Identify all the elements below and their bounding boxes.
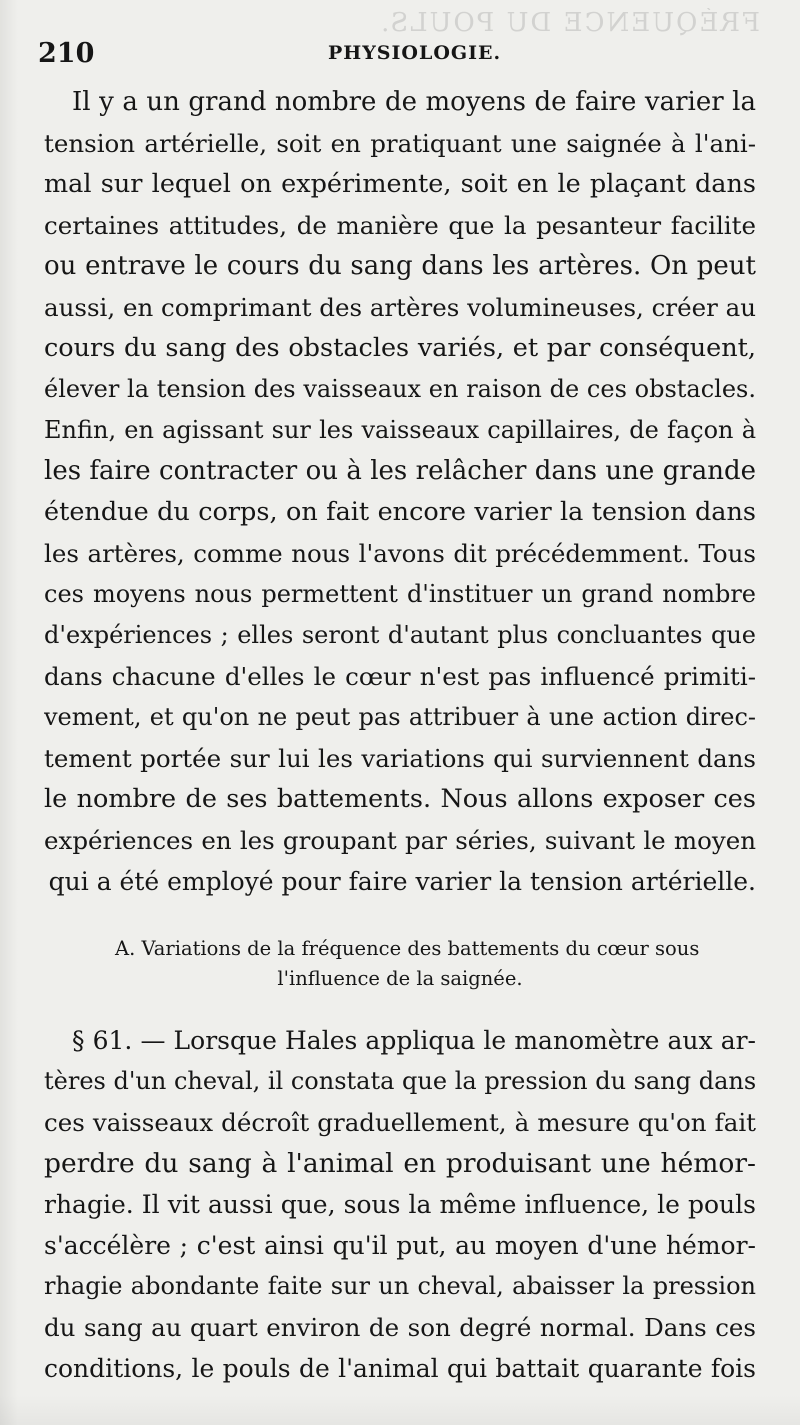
- text-line: rhagie. Il vit aussi que, sous la même influence, le pouls: [44, 1190, 756, 1219]
- bleed-through-text: FRÉQUENCE DU POULS.: [379, 8, 760, 38]
- page-header: [38, 38, 758, 74]
- page-number: 210: [38, 38, 95, 69]
- text-line: expériences en les groupant par séries, suivant le moyen: [44, 826, 756, 855]
- text-line: cours du sang des obstacles variés, et par conséquent,: [44, 333, 756, 363]
- text-line: tères d'un cheval, il constata que la pression du sang dans: [44, 1067, 756, 1095]
- text-line: dans chacune d'elles le cœur n'est pas influencé primiti-: [44, 662, 756, 691]
- text-line: aussi, en comprimant des artères volumineuses, créer au: [44, 293, 756, 322]
- text-line: le nombre de ses battements. Nous allons exposer ces: [44, 784, 756, 814]
- text-line: s'accélère ; c'est ainsi qu'il put, au moyen d'une hémor-: [44, 1231, 756, 1260]
- section-heading: [60, 934, 740, 994]
- text-line: tement portée sur lui les variations qui surviennent dans: [44, 744, 756, 773]
- text-line: perdre du sang à l'animal en produisant une hémor-: [44, 1148, 756, 1179]
- text-line: étendue du corps, on fait encore varier la tension dans: [44, 497, 756, 527]
- text-line: tension artérielle, soit en pratiquant une saignée à l'ani-: [44, 129, 756, 158]
- text-line: d'expériences ; elles seront d'autant plus concluantes que: [44, 621, 756, 649]
- section-heading-line-2: l'influence de la saignée.: [277, 967, 523, 990]
- paragraph-2: [44, 1020, 756, 1389]
- text-line: du sang au quart environ de son degré normal. Dans ces: [44, 1313, 756, 1342]
- text-line: Il y a un grand nombre de moyens de faire varier la: [72, 87, 756, 117]
- text-line: vement, et qu'on ne peut pas attribuer à une action direc-: [44, 703, 756, 731]
- text-line: Enfin, en agissant sur les vaisseaux capillaires, de façon à: [44, 416, 756, 444]
- paragraph-1: [44, 82, 756, 902]
- section-heading-line-1: A. Variations de la fréquence des battements du cœur sous: [115, 937, 700, 960]
- text-line: conditions, le pouls de l'animal qui battait quarante fois: [44, 1354, 756, 1383]
- text-line: les faire contracter ou à les relâcher dans une grande: [44, 456, 756, 486]
- text-line: qui a été employé pour faire varier la tension artérielle.: [48, 867, 756, 896]
- text-line: § 61. — Lorsque Hales appliqua le manomètre aux ar-: [72, 1026, 756, 1055]
- text-line: ces moyens nous permettent d'instituer un grand nombre: [44, 580, 756, 608]
- text-line: certaines attitudes, de manière que la pesanteur facilite: [44, 211, 756, 240]
- text-line: les artères, comme nous l'avons dit précédemment. Tous: [44, 539, 756, 568]
- text-line: ces vaisseaux décroît graduellement, à mesure qu'on fait: [44, 1108, 756, 1137]
- running-head: PHYSIOLOGIE.: [328, 42, 502, 64]
- text-line: rhagie abondante faite sur un cheval, abaisser la pression: [44, 1272, 756, 1300]
- text-line: mal sur lequel on expérimente, soit en le plaçant dans: [44, 169, 756, 199]
- text-line: élever la tension des vaisseaux en raison de ces obstacles.: [44, 375, 756, 403]
- text-line: ou entrave le cours du sang dans les artères. On peut: [44, 251, 756, 281]
